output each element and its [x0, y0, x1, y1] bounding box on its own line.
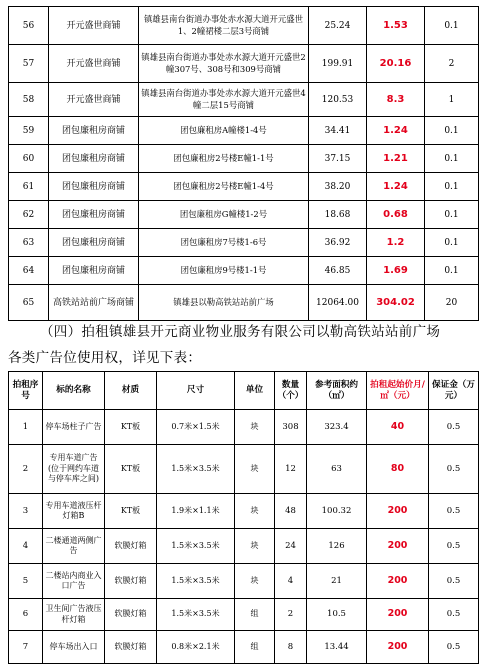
- deposit-value: 0.1: [425, 201, 479, 229]
- ad-material: 软膜灯箱: [105, 564, 157, 599]
- header-price: 拍租起始价月/㎡（元）: [367, 372, 429, 410]
- row-number: 59: [9, 117, 49, 145]
- ad-material: KT板: [105, 410, 157, 445]
- row-number: 61: [9, 173, 49, 201]
- ad-starting-price: 40: [367, 410, 429, 445]
- area-value: 12064.00: [309, 285, 367, 321]
- table-row: [9, 599, 479, 631]
- ad-deposit: 0.5: [429, 599, 479, 631]
- starting-price: 304.02: [367, 285, 425, 321]
- ad-size: 1.5米×3.5米: [157, 564, 235, 599]
- ad-starting-price: 200: [367, 529, 429, 564]
- property-address: 团包廉租房2号楼E幢1-4号: [139, 173, 309, 201]
- area-value: 36.92: [309, 229, 367, 257]
- ad-unit: 块: [235, 445, 275, 494]
- ad-table-header-row: [9, 372, 479, 410]
- ad-deposit: 0.5: [429, 529, 479, 564]
- property-address: 团包廉租房2号楼E幢1-1号: [139, 145, 309, 173]
- section-heading-line-2: 各类广告位使用权，详见下表：: [8, 350, 202, 366]
- header-no: 拍租序号: [9, 372, 43, 410]
- ad-quantity: 24: [275, 529, 307, 564]
- ad-material: KT板: [105, 494, 157, 529]
- property-address: 团包廉租房7号楼1-6号: [139, 229, 309, 257]
- starting-price: 1.2: [367, 229, 425, 257]
- ad-quantity: 48: [275, 494, 307, 529]
- property-name: 团包廉租房商铺: [49, 145, 139, 173]
- area-value: 120.53: [309, 83, 367, 117]
- ad-deposit: 0.5: [429, 410, 479, 445]
- table-row: [9, 529, 479, 564]
- ad-starting-price: 200: [367, 564, 429, 599]
- area-value: 199.91: [309, 45, 367, 83]
- deposit-value: 0.1: [425, 145, 479, 173]
- shop-rental-table: [8, 6, 479, 321]
- deposit-value: 0.1: [425, 257, 479, 285]
- row-number: 4: [9, 529, 43, 564]
- starting-price: 8.3: [367, 83, 425, 117]
- ad-area: 63: [307, 445, 367, 494]
- ad-target-name: 二楼站内商业入口广告: [43, 564, 105, 599]
- ad-material: 软膜灯箱: [105, 631, 157, 664]
- row-number: 58: [9, 83, 49, 117]
- table-row: [9, 445, 479, 494]
- ad-space-table: [8, 371, 479, 664]
- table-row: [9, 201, 479, 229]
- property-address: 团包廉租房9号楼1-1号: [139, 257, 309, 285]
- ad-unit: 块: [235, 410, 275, 445]
- ad-starting-price: 200: [367, 631, 429, 664]
- property-address: 镇雄县以勒高铁站站前广场: [139, 285, 309, 321]
- table-row: [9, 173, 479, 201]
- deposit-value: 0.1: [425, 229, 479, 257]
- ad-quantity: 308: [275, 410, 307, 445]
- starting-price: 1.69: [367, 257, 425, 285]
- row-number: 5: [9, 564, 43, 599]
- deposit-value: 0.1: [425, 173, 479, 201]
- header-target: 标的名称: [43, 372, 105, 410]
- table-row: [9, 285, 479, 321]
- ad-area: 21: [307, 564, 367, 599]
- ad-deposit: 0.5: [429, 631, 479, 664]
- row-number: 56: [9, 7, 49, 45]
- ad-target-name: 卫生间广告液压杆灯箱: [43, 599, 105, 631]
- table-row: [9, 145, 479, 173]
- starting-price: 1.24: [367, 117, 425, 145]
- ad-size: 1.5米×3.5米: [157, 529, 235, 564]
- ad-material: 软膜灯箱: [105, 599, 157, 631]
- property-name: 团包廉租房商铺: [49, 117, 139, 145]
- property-name: 团包廉租房商铺: [49, 173, 139, 201]
- ad-area: 100.32: [307, 494, 367, 529]
- ad-size: 1.9米×1.1米: [157, 494, 235, 529]
- row-number: 60: [9, 145, 49, 173]
- ad-unit: 块: [235, 529, 275, 564]
- table-row: [9, 83, 479, 117]
- ad-target-name: 专用车道液压杆灯箱B: [43, 494, 105, 529]
- property-address: 镇雄县南台街道办事处赤水源大道开元盛世1、2幢裙楼二层3号商铺: [139, 7, 309, 45]
- row-number: 64: [9, 257, 49, 285]
- property-name: 开元盛世商铺: [49, 45, 139, 83]
- table-row: [9, 257, 479, 285]
- deposit-value: 20: [425, 285, 479, 321]
- ad-deposit: 0.5: [429, 445, 479, 494]
- header-material: 材质: [105, 372, 157, 410]
- ad-unit: 块: [235, 564, 275, 599]
- ad-size: 1.5米×3.5米: [157, 445, 235, 494]
- property-name: 团包廉租房商铺: [49, 229, 139, 257]
- ad-unit: 块: [235, 494, 275, 529]
- area-value: 25.24: [309, 7, 367, 45]
- row-number: 1: [9, 410, 43, 445]
- header-size: 尺寸: [157, 372, 235, 410]
- property-address: 镇雄县南台街道办事处赤水源大道开元盛世2幢307号、308号和309号商铺: [139, 45, 309, 83]
- row-number: 7: [9, 631, 43, 664]
- ad-material: 软膜灯箱: [105, 529, 157, 564]
- section-heading-line-1: （四）拍租镇雄县开元商业物业服务有限公司以勒高铁站站前广场: [40, 324, 441, 340]
- header-unit: 单位: [235, 372, 275, 410]
- deposit-value: 0.1: [425, 117, 479, 145]
- starting-price: 1.53: [367, 7, 425, 45]
- ad-quantity: 8: [275, 631, 307, 664]
- property-address: 团包廉租房A幢楼1-4号: [139, 117, 309, 145]
- row-number: 62: [9, 201, 49, 229]
- ad-quantity: 4: [275, 564, 307, 599]
- ad-target-name: 专用车道广告(位于网约车道与停车库之间): [43, 445, 105, 494]
- starting-price: 20.16: [367, 45, 425, 83]
- table-row: [9, 117, 479, 145]
- header-deposit: 保证金（万元）: [429, 372, 479, 410]
- table-row: [9, 564, 479, 599]
- ad-size: 0.7米×1.5米: [157, 410, 235, 445]
- ad-area: 126: [307, 529, 367, 564]
- row-number: 65: [9, 285, 49, 321]
- ad-unit: 组: [235, 599, 275, 631]
- table-row: [9, 494, 479, 529]
- header-area: 参考面积约（㎡）: [307, 372, 367, 410]
- property-name: 开元盛世商铺: [49, 7, 139, 45]
- table-row: [9, 7, 479, 45]
- table-row: [9, 631, 479, 664]
- ad-area: 10.5: [307, 599, 367, 631]
- ad-target-name: 停车场柱子广告: [43, 410, 105, 445]
- ad-size: 0.8米×2.1米: [157, 631, 235, 664]
- ad-area: 13.44: [307, 631, 367, 664]
- row-number: 57: [9, 45, 49, 83]
- ad-size: 1.5米×3.5米: [157, 599, 235, 631]
- ad-starting-price: 200: [367, 599, 429, 631]
- deposit-value: 0.1: [425, 7, 479, 45]
- row-number: 2: [9, 445, 43, 494]
- row-number: 3: [9, 494, 43, 529]
- starting-price: 1.21: [367, 145, 425, 173]
- area-value: 34.41: [309, 117, 367, 145]
- ad-deposit: 0.5: [429, 564, 479, 599]
- table-row: [9, 410, 479, 445]
- starting-price: 1.24: [367, 173, 425, 201]
- row-number: 6: [9, 599, 43, 631]
- property-name: 高铁站站前广场商铺: [49, 285, 139, 321]
- area-value: 18.68: [309, 201, 367, 229]
- area-value: 37.15: [309, 145, 367, 173]
- area-value: 46.85: [309, 257, 367, 285]
- ad-starting-price: 200: [367, 494, 429, 529]
- table-row: [9, 229, 479, 257]
- ad-target-name: 二楼通道两侧广告: [43, 529, 105, 564]
- ad-starting-price: 80: [367, 445, 429, 494]
- starting-price: 0.68: [367, 201, 425, 229]
- area-value: 38.20: [309, 173, 367, 201]
- ad-material: KT板: [105, 445, 157, 494]
- ad-deposit: 0.5: [429, 494, 479, 529]
- property-address: 团包廉租房G幢楼1-2号: [139, 201, 309, 229]
- row-number: 63: [9, 229, 49, 257]
- property-address: 镇雄县南台街道办事处赤水源大道开元盛世4幢二层15号商铺: [139, 83, 309, 117]
- shop-rental-table-body: [9, 7, 479, 321]
- ad-area: 323.4: [307, 410, 367, 445]
- property-name: 开元盛世商铺: [49, 83, 139, 117]
- header-qty: 数量（个）: [275, 372, 307, 410]
- ad-quantity: 12: [275, 445, 307, 494]
- ad-unit: 组: [235, 631, 275, 664]
- deposit-value: 2: [425, 45, 479, 83]
- ad-space-table-body: [9, 410, 479, 664]
- deposit-value: 1: [425, 83, 479, 117]
- property-name: 团包廉租房商铺: [49, 257, 139, 285]
- ad-target-name: 停车场出入口: [43, 631, 105, 664]
- ad-quantity: 2: [275, 599, 307, 631]
- property-name: 团包廉租房商铺: [49, 201, 139, 229]
- table-row: [9, 45, 479, 83]
